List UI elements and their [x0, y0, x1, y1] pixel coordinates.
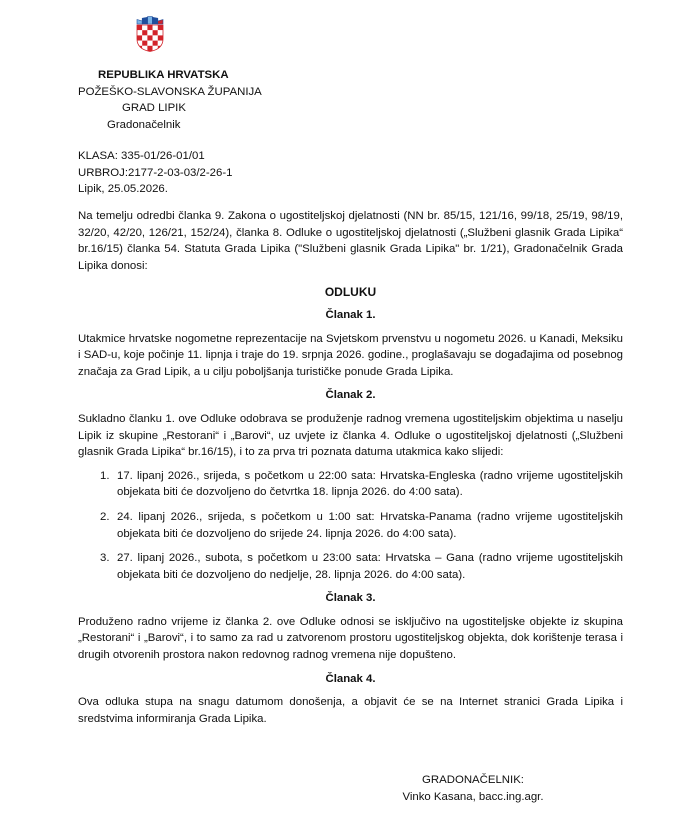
- urbroj-line: URBROJ:2177-2-03-03/2-26-1: [78, 166, 233, 179]
- list-item: [78, 468, 623, 501]
- list-item-number: 3.: [100, 552, 110, 565]
- signature-block: [398, 772, 548, 805]
- place-date-line: Lipik, 25.05.2026.: [78, 183, 168, 196]
- checker-square: [153, 30, 158, 35]
- checker-square: [142, 41, 147, 46]
- list-item-number: 2.: [100, 510, 110, 523]
- header-city: GRAD LIPIK: [122, 102, 186, 115]
- checker-square: [137, 25, 142, 30]
- article-1-text: Utakmice hrvatske nogometne reprezentacije na Svjetskom prvenstvu u nogometu 2026. u Kanadi, Meksiku i SAD-u, koje počinje 11. lipnja i traje do 19. srpnja 2026. godine., proglašavaju se događajima od posebnog značaja za Grad Lipik, a u cilju poboljšanja turističke ponude Grada Lipika.: [78, 332, 623, 378]
- list-item-text: 17. lipanj 2026., srijeda, s početkom u 22:00 sata: Hrvatska-Engleska (radno vrijeme ugostiteljskih objekata biti će dozvoljeno do četvrtka 18. lipnja 2026. do 4:00 sata).: [117, 469, 623, 499]
- decision-title: ODLUKU: [324, 285, 377, 300]
- klasa-line: KLASA: 335-01/26-01/01: [78, 150, 205, 162]
- header-country: REPUBLIKA HRVATSKA: [98, 69, 229, 81]
- preamble: Na temelju odredbi članka 9. Zakona o ugostiteljskoj djelatnosti (NN br. 85/15, 121/16, 99/18, 25/19, 98/19, 32/20, 42/20, 126/21, 152/24), članka 8. Odluke o ugostiteljskoj djelatnosti („Službeni glasnik Grada Lipika“ br.16/15) članka 54. Statuta Grada Lipika ("Službeni glasnik Grada Lipika" br. 1/21), Gradonačelnik Grada Lipika donosi:: [78, 210, 623, 272]
- checker-square: [158, 25, 163, 30]
- checker-square: [142, 25, 147, 30]
- checker-square: [158, 30, 163, 35]
- checker-square: [142, 51, 147, 52]
- crown-icon: [137, 17, 163, 24]
- article-3-text: Produženo radno vrijeme iz članka 2. ove Odluke odnosi se isključivo na ugostiteljske objekte iz skupina „Restorani“ i „Barovi“, i to samo za rad u zatvorenom prostoru ugostiteljskog objekta, dok korištenje terasa i drugih otvorenih prostora nakon redovnog radnog vremena nije dopušteno.: [78, 615, 623, 662]
- checker-square: [137, 51, 142, 52]
- article-2-text: Sukladno članku 1. ove Odluke odobrava se produženje radnog vremena ugostiteljskim objektima u naselju Lipik iz skupine „Restorani“ i „Barovi“, uz uvjete iz članka 4. Odluke o ugostiteljskoj djelatnosti („Službeni glasnik Grada Lipika“ br.16/15), i to za prva tri poznata datuma utakmica kako slijedi:: [78, 412, 623, 459]
- document-header: [78, 67, 278, 133]
- document-body: [78, 208, 623, 727]
- checker-square: [142, 35, 147, 40]
- signature-name: Vinko Kasana, bacc.ing.agr.: [402, 790, 544, 803]
- checker-square: [153, 35, 158, 40]
- checker-square: [153, 41, 158, 46]
- checker-square: [147, 41, 152, 46]
- checker-square: [158, 35, 163, 40]
- header-county: POŽEŠKO-SLAVONSKA ŽUPANIJA: [78, 85, 262, 98]
- article-3-title: Članak 3.: [325, 592, 376, 605]
- header-office: Gradonačelnik: [107, 118, 181, 131]
- list-item-text: 24. lipanj 2026., srijeda, s početkom u 1:00 sat: Hrvatska-Panama (radno vrijeme ugostiteljskih objekata biti će dozvoljeno do srijede 24. lipnja 2026. do 4:00 sata).: [117, 510, 623, 540]
- checker-square: [153, 25, 158, 30]
- list-item-number: 1.: [100, 469, 110, 482]
- checker-square: [137, 35, 142, 40]
- list-item: [78, 509, 623, 542]
- coat-of-arms-icon: [135, 16, 165, 52]
- checker-square: [153, 51, 158, 52]
- checker-square: [147, 30, 152, 35]
- document-meta: [78, 148, 232, 198]
- match-list: [78, 468, 623, 584]
- article-4-title: Članak 4.: [325, 672, 376, 685]
- list-item-text: 27. lipanj 2026., subota, s početkom u 23:00 sata: Hrvatska – Gana (radno vrijeme ugostiteljskih objekata biti će dozvoljeno do nedjelje, 28. lipnja 2026. do 4:00 sata).: [117, 552, 623, 581]
- checker-square: [158, 51, 163, 52]
- checker-square: [137, 30, 142, 35]
- article-4-text: Ova odluka stupa na snagu datumom donošenja, a objavit će se na Internet stranici Grada Lipika i sredstvima informiranja Grada Lipika.: [78, 696, 623, 725]
- checker-square: [147, 25, 152, 30]
- checker-square: [147, 35, 152, 40]
- signature-role: GRADONAČELNIK:: [422, 774, 524, 786]
- checker-square: [142, 30, 147, 35]
- article-1-title: Članak 1.: [325, 308, 376, 321]
- article-2-title: Članak 2.: [325, 389, 376, 402]
- list-item: [78, 550, 623, 583]
- checker-square: [147, 46, 152, 51]
